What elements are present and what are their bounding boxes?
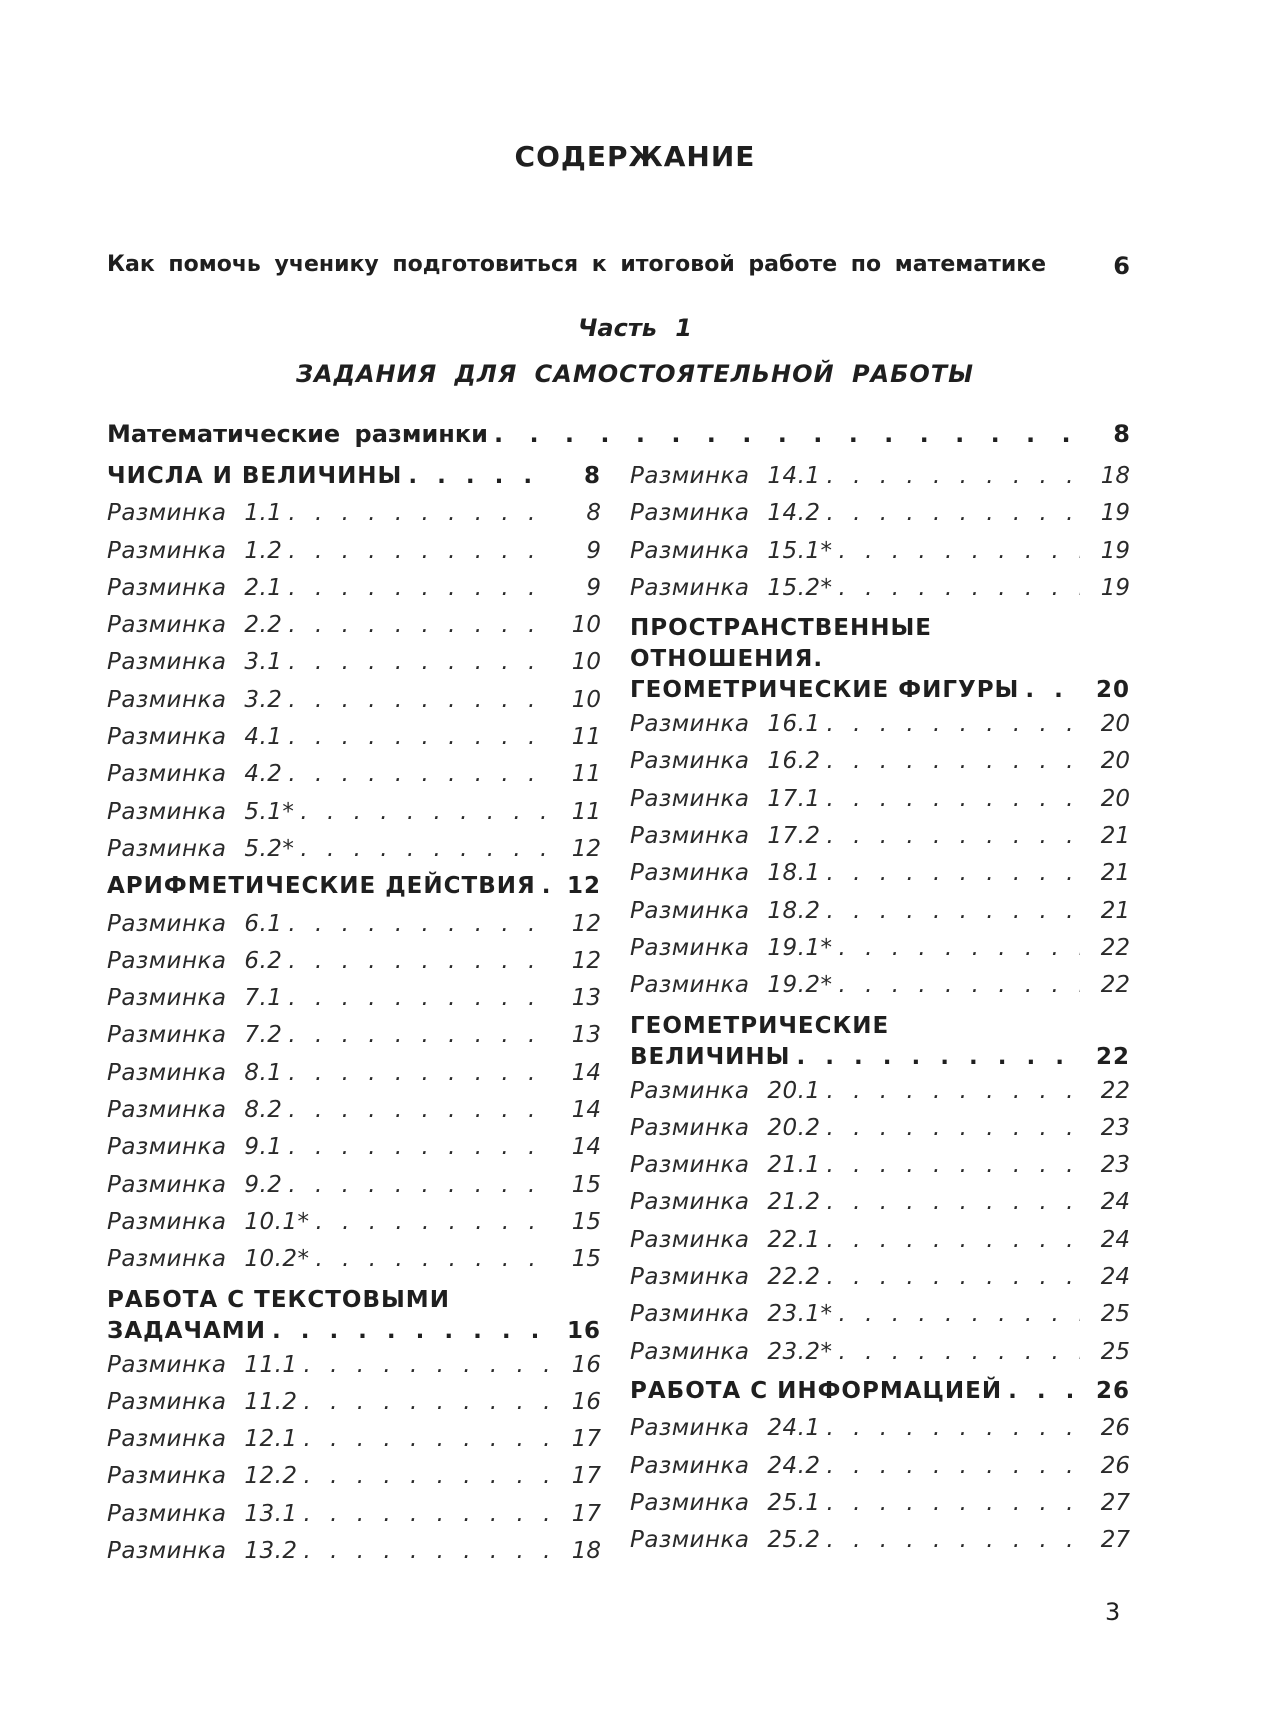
dot-leader <box>304 1347 551 1384</box>
dot-leader <box>1025 675 1080 706</box>
toc-entry-page: 19 <box>1100 574 1130 601</box>
toc-entry[interactable] <box>630 893 1130 930</box>
section-entry-label: Математические разминки <box>107 420 488 448</box>
toc-entry[interactable] <box>630 1259 1130 1296</box>
toc-entry-label: Разминка 23.2* <box>630 1338 833 1365</box>
section-entry-page: 8 <box>1113 420 1130 448</box>
toc-entry-page: 18 <box>571 1538 601 1565</box>
toc-entry-page: 25 <box>1100 1338 1130 1365</box>
toc-entry-label: Разминка 13.1 <box>107 1500 298 1527</box>
toc-entry[interactable] <box>107 1347 601 1384</box>
toc-entry-page: 19 <box>1100 500 1130 527</box>
toc-entry-page: 17 <box>571 1463 601 1490</box>
toc-entry-label: Разминка 22.2 <box>630 1264 821 1291</box>
toc-entry-label: Разминка 18.1 <box>630 860 821 887</box>
dot-leader <box>288 1017 551 1054</box>
intro-entry-page: 6 <box>1113 252 1130 280</box>
toc-entry-page: 11 <box>571 724 601 751</box>
dot-leader <box>316 1204 551 1241</box>
toc-heading-line: ПРОСТРАНСТВЕННЫЕ <box>630 615 932 642</box>
dot-leader <box>288 1129 551 1166</box>
toc-entry-page: 15 <box>571 1171 601 1198</box>
dot-leader <box>827 855 1080 892</box>
toc-entry-page: 23 <box>1100 1114 1130 1141</box>
toc-entry-label: Разминка 10.2* <box>107 1246 310 1273</box>
toc-entry-page: 24 <box>1100 1226 1130 1253</box>
dot-leader <box>288 980 551 1017</box>
part-title: ЗАДАНИЯ ДЛЯ САМОСТОЯТЕЛЬНОЙ РАБОТЫ <box>295 360 975 388</box>
toc-entry-page: 16 <box>571 1388 601 1415</box>
toc-entry[interactable] <box>630 743 1130 780</box>
toc-entry-page: 12 <box>571 947 601 974</box>
toc-entry-label: Разминка 19.1* <box>630 934 833 961</box>
toc-entry-label: Разминка 4.2 <box>107 761 283 788</box>
toc-heading-label: ЧИСЛА И ВЕЛИЧИНЫ <box>107 463 403 489</box>
toc-entry-page: 16 <box>571 1351 601 1378</box>
dot-leader <box>827 1073 1080 1110</box>
toc-entry-label: Разминка 24.2 <box>630 1452 821 1479</box>
dot-leader <box>304 1533 551 1570</box>
toc-entry[interactable] <box>630 1485 1130 1522</box>
dot-leader <box>288 756 551 793</box>
toc-heading-page: 8 <box>583 463 601 489</box>
dot-leader <box>827 743 1080 780</box>
toc-entry-label: Разминка 12.2 <box>107 1463 298 1490</box>
dot-leader <box>304 1496 551 1533</box>
toc-entry-page: 22 <box>1100 934 1130 961</box>
toc-entry-label: Разминка 18.2 <box>630 897 821 924</box>
toc-entry-label: Разминка 4.1 <box>107 724 283 751</box>
toc-entry[interactable] <box>630 1184 1130 1221</box>
dot-leader <box>300 831 551 868</box>
toc-entry-label: Разминка 2.1 <box>107 574 283 601</box>
toc-entry-label: Разминка 3.1 <box>107 649 283 676</box>
toc-group <box>107 1347 601 1571</box>
toc-entry-label: Разминка 23.1* <box>630 1301 833 1328</box>
toc-entry-page: 11 <box>571 798 601 825</box>
dot-leader <box>1008 1373 1080 1410</box>
toc-entry[interactable] <box>107 980 601 1017</box>
toc-heading-line: ВЕЛИЧИНЫ <box>630 1043 791 1070</box>
toc-entry[interactable] <box>107 1092 601 1129</box>
toc-heading-line: ЗАДАЧАМИ <box>107 1317 266 1344</box>
dot-leader <box>827 1147 1080 1184</box>
toc-entry[interactable] <box>107 794 601 831</box>
toc-entry-page: 9 <box>586 574 601 601</box>
toc-entry-page: 21 <box>1100 897 1130 924</box>
toc-entry[interactable] <box>630 1147 1130 1184</box>
toc-entry-page: 21 <box>1100 860 1130 887</box>
dot-leader <box>494 420 1094 448</box>
toc-heading-page: 22 <box>1095 1043 1130 1070</box>
dot-leader <box>288 682 551 719</box>
toc-heading-multiline[interactable] <box>630 1011 1130 1073</box>
intro-entry-label: Как помочь ученику подготовиться к итоговой работе по математике <box>107 252 1047 277</box>
dot-leader <box>827 1222 1080 1259</box>
dot-leader <box>288 906 551 943</box>
toc-entry[interactable] <box>107 644 601 681</box>
toc-entry-label: Разминка 8.1 <box>107 1059 283 1086</box>
toc-entry-page: 21 <box>1100 823 1130 850</box>
toc-entry-label: Разминка 7.2 <box>107 1022 283 1049</box>
dot-leader <box>827 1184 1080 1221</box>
dot-leader <box>827 1410 1080 1447</box>
dot-leader <box>827 818 1080 855</box>
toc-entry-label: Разминка 5.1* <box>107 798 295 825</box>
toc-entry-page: 26 <box>1100 1452 1130 1479</box>
toc-column-right <box>630 458 1130 1559</box>
toc-entry[interactable] <box>107 756 601 793</box>
toc-heading-label: РАБОТА С ИНФОРМАЦИЕЙ <box>630 1377 1003 1404</box>
toc-entry-page: 17 <box>571 1426 601 1453</box>
toc-entry-label: Разминка 10.1* <box>107 1208 310 1235</box>
toc-entry-label: Разминка 17.1 <box>630 785 821 812</box>
toc-heading[interactable] <box>107 458 601 495</box>
toc-entry-label: Разминка 20.2 <box>630 1114 821 1141</box>
toc-entry-label: Разминка 22.1 <box>630 1226 821 1253</box>
toc-entry-page: 14 <box>571 1059 601 1086</box>
toc-entry[interactable] <box>107 831 601 868</box>
toc-entry[interactable] <box>630 855 1130 892</box>
toc-entry-page: 15 <box>571 1208 601 1235</box>
toc-entry-page: 20 <box>1100 748 1130 775</box>
toc-entry[interactable] <box>107 1421 601 1458</box>
toc-entry[interactable] <box>630 930 1130 967</box>
toc-entry-label: Разминка 21.1 <box>630 1152 821 1179</box>
toc-entry[interactable] <box>107 1055 601 1092</box>
toc-entry-page: 10 <box>571 612 601 639</box>
dot-leader <box>797 1042 1080 1073</box>
toc-entry-label: Разминка 19.2* <box>630 972 833 999</box>
toc-group <box>107 906 601 1279</box>
toc-entry-label: Разминка 16.1 <box>630 711 821 738</box>
toc-entry-label: Разминка 6.2 <box>107 947 283 974</box>
toc-entry[interactable] <box>107 1204 601 1241</box>
toc-entry[interactable] <box>630 533 1130 570</box>
toc-entry-page: 13 <box>571 985 601 1012</box>
toc-heading-page: 16 <box>566 1317 601 1344</box>
dot-leader <box>288 1092 551 1129</box>
dot-leader <box>827 893 1080 930</box>
dot-leader <box>288 644 551 681</box>
dot-leader <box>288 607 551 644</box>
toc-entry-page: 18 <box>1100 463 1130 489</box>
toc-entry-label: Разминка 7.1 <box>107 985 283 1012</box>
toc-entry-label: Разминка 21.2 <box>630 1189 821 1216</box>
toc-entry[interactable] <box>630 1334 1130 1371</box>
dot-leader <box>304 1384 551 1421</box>
toc-group <box>630 458 1130 607</box>
toc-heading-page: 26 <box>1095 1377 1130 1404</box>
toc-heading-line: ОТНОШЕНИЯ. <box>630 646 824 673</box>
toc-entry[interactable] <box>107 1241 601 1278</box>
toc-entry[interactable] <box>107 906 601 943</box>
dot-leader <box>827 1110 1080 1147</box>
dot-leader <box>288 719 551 756</box>
toc-entry-page: 17 <box>571 1500 601 1527</box>
toc-entry-label: Разминка 15.1* <box>630 537 833 564</box>
dot-leader <box>827 1448 1080 1485</box>
dot-leader <box>839 533 1080 570</box>
dot-leader <box>839 967 1080 1004</box>
toc-entry[interactable] <box>107 1017 601 1054</box>
toc-entry-label: Разминка 1.2 <box>107 537 283 564</box>
toc-group <box>630 1410 1130 1559</box>
dot-leader <box>288 1055 551 1092</box>
toc-entry-page: 14 <box>571 1134 601 1161</box>
toc-entry[interactable] <box>630 1410 1130 1447</box>
toc-group <box>630 706 1130 1004</box>
toc-entry-label: Разминка 3.2 <box>107 686 283 713</box>
toc-entry-page: 23 <box>1100 1152 1130 1179</box>
toc-entry-label: Разминка 1.1 <box>107 500 283 527</box>
toc-heading-label: АРИФМЕТИЧЕСКИЕ ДЕЙСТВИЯ <box>107 873 536 900</box>
toc-heading[interactable] <box>630 1373 1130 1410</box>
toc-entry-page: 12 <box>571 835 601 862</box>
toc-entry-page: 24 <box>1100 1264 1130 1291</box>
toc-entry-label: Разминка 17.2 <box>630 823 821 850</box>
toc-entry-page: 10 <box>571 649 601 676</box>
toc-heading[interactable] <box>107 868 601 905</box>
dot-leader <box>839 930 1080 967</box>
toc-entry-label: Разминка 16.2 <box>630 748 821 775</box>
page-number: 3 <box>1105 1598 1121 1626</box>
dot-leader <box>288 1167 551 1204</box>
toc-entry[interactable] <box>630 1522 1130 1559</box>
toc-entry-label: Разминка 24.1 <box>630 1415 821 1442</box>
toc-entry-page: 20 <box>1100 785 1130 812</box>
toc-entry[interactable] <box>630 570 1130 607</box>
toc-entry-page: 22 <box>1100 1077 1130 1104</box>
toc-entry[interactable] <box>630 1448 1130 1485</box>
dot-leader <box>272 1316 551 1347</box>
toc-entry[interactable] <box>107 943 601 980</box>
toc-heading-multiline[interactable] <box>630 613 1130 706</box>
toc-entry-label: Разминка 14.2 <box>630 500 821 527</box>
toc-entry-label: Разминка 9.1 <box>107 1134 283 1161</box>
toc-entry-label: Разминка 8.2 <box>107 1097 283 1124</box>
dot-leader <box>288 533 551 570</box>
toc-entry-page: 20 <box>1100 711 1130 738</box>
toc-entry-label: Разминка 9.2 <box>107 1171 283 1198</box>
dot-leader <box>300 794 551 831</box>
toc-entry-page: 26 <box>1100 1415 1130 1442</box>
dot-leader <box>304 1421 551 1458</box>
part-label: Часть 1 <box>578 314 692 342</box>
toc-heading-multiline[interactable] <box>107 1285 601 1347</box>
toc-entry[interactable] <box>630 1222 1130 1259</box>
toc-entry-label: Разминка 20.1 <box>630 1077 821 1104</box>
toc-entry-page: 24 <box>1100 1189 1130 1216</box>
dot-leader <box>304 1458 551 1495</box>
dot-leader <box>839 1334 1080 1371</box>
toc-entry-label: Разминка 11.2 <box>107 1388 298 1415</box>
dot-leader <box>827 1259 1080 1296</box>
toc-entry[interactable] <box>107 570 601 607</box>
toc-heading-line: ГЕОМЕТРИЧЕСКИЕ <box>630 1012 890 1039</box>
toc-entry[interactable] <box>107 495 601 532</box>
toc-heading-line: ГЕОМЕТРИЧЕСКИЕ ФИГУРЫ <box>630 677 1020 704</box>
toc-entry-page: 8 <box>586 500 601 527</box>
toc-entry-page: 15 <box>571 1246 601 1273</box>
toc-entry[interactable] <box>630 818 1130 855</box>
toc-column-left <box>107 458 601 1570</box>
toc-entry[interactable] <box>630 706 1130 743</box>
toc-entry-page: 9 <box>586 537 601 564</box>
dot-leader <box>839 1296 1080 1333</box>
dot-leader <box>839 570 1080 607</box>
dot-leader <box>408 458 551 495</box>
dot-leader <box>288 495 551 532</box>
toc-entry-page: 10 <box>571 686 601 713</box>
toc-group <box>107 495 601 868</box>
dot-leader <box>827 495 1080 532</box>
toc-heading-page: 20 <box>1095 677 1130 704</box>
toc-entry[interactable] <box>630 1073 1130 1110</box>
toc-group <box>630 1073 1130 1371</box>
toc-entry[interactable] <box>107 719 601 756</box>
toc-entry[interactable] <box>107 1533 601 1570</box>
toc-entry[interactable] <box>630 1296 1130 1333</box>
toc-entry[interactable] <box>630 1110 1130 1147</box>
dot-leader <box>827 706 1080 743</box>
toc-entry-page: 19 <box>1100 537 1130 564</box>
toc-entry-page: 25 <box>1100 1301 1130 1328</box>
toc-entry[interactable] <box>107 682 601 719</box>
dot-leader <box>827 1522 1080 1559</box>
section-entry[interactable] <box>107 420 1130 452</box>
toc-entry-label: Разминка 11.1 <box>107 1351 298 1378</box>
toc-entry-page: 27 <box>1100 1489 1130 1516</box>
dot-leader <box>316 1241 551 1278</box>
toc-entry-label: Разминка 15.2* <box>630 574 833 601</box>
page-title: СОДЕРЖАНИЕ <box>514 140 756 173</box>
toc-entry-label: Разминка 25.2 <box>630 1527 821 1554</box>
toc-entry-label: Разминка 13.2 <box>107 1538 298 1565</box>
toc-entry-label: Разминка 12.1 <box>107 1426 298 1453</box>
toc-entry[interactable] <box>630 458 1130 495</box>
toc-entry-page: 12 <box>571 910 601 937</box>
dot-leader <box>827 781 1080 818</box>
dot-leader <box>288 570 551 607</box>
dot-leader <box>827 458 1080 495</box>
dot-leader <box>827 1485 1080 1522</box>
toc-heading-line: РАБОТА С ТЕКСТОВЫМИ <box>107 1286 450 1313</box>
toc-entry-page: 27 <box>1100 1527 1130 1554</box>
toc-entry[interactable] <box>630 967 1130 1004</box>
toc-entry[interactable] <box>107 533 601 570</box>
toc-entry[interactable] <box>630 781 1130 818</box>
dot-leader <box>542 868 551 905</box>
toc-entry[interactable] <box>107 1496 601 1533</box>
toc-entry-label: Разминка 14.1 <box>630 463 821 489</box>
toc-entry[interactable] <box>107 1129 601 1166</box>
toc-entry-page: 22 <box>1100 972 1130 999</box>
toc-entry[interactable] <box>630 495 1130 532</box>
intro-entry[interactable] <box>107 252 1130 280</box>
toc-entry-page: 14 <box>571 1097 601 1124</box>
toc-entry-label: Разминка 5.2* <box>107 835 295 862</box>
toc-heading-page: 12 <box>566 873 601 900</box>
toc-entry-label: Разминка 25.1 <box>630 1489 821 1516</box>
toc-entry[interactable] <box>107 1384 601 1421</box>
toc-entry-page: 11 <box>571 761 601 788</box>
toc-entry[interactable] <box>107 607 601 644</box>
toc-entry[interactable] <box>107 1167 601 1204</box>
toc-entry-label: Разминка 6.1 <box>107 910 283 937</box>
toc-entry[interactable] <box>107 1458 601 1495</box>
toc-entry-label: Разминка 2.2 <box>107 612 283 639</box>
dot-leader <box>288 943 551 980</box>
toc-entry-page: 13 <box>571 1022 601 1049</box>
